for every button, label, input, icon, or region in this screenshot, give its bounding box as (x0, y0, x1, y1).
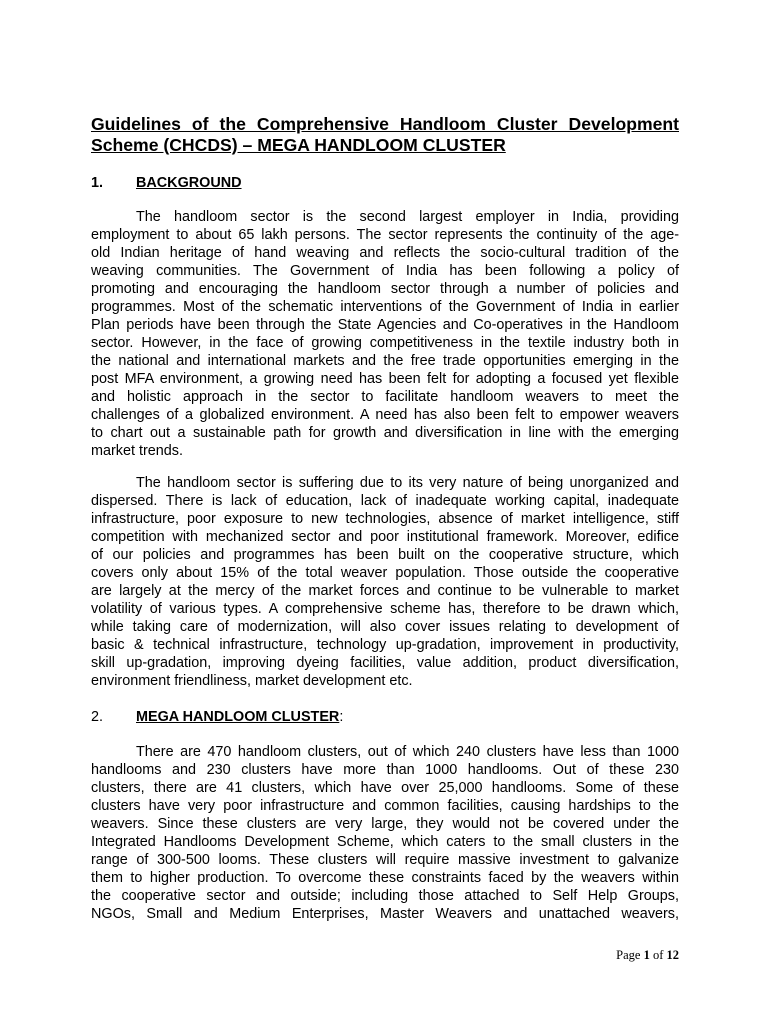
paragraph-line: programmes. Most of the schematic interventions of the Government of India in earlier (91, 299, 679, 315)
section-heading-background (91, 174, 242, 192)
paragraph-line: dispersed. There is lack of education, lack of inadequate working capital, inadequate (91, 493, 679, 509)
paragraph-line: weaving communities. The Government of India has been following a policy of (91, 263, 679, 279)
section-title-colon: : (339, 709, 344, 725)
paragraph-line: and holistic approach in the sector to facilitate handloom weavers to meet the (91, 389, 679, 405)
section-number: 2. (91, 709, 104, 725)
paragraph-line: while taking care of modernization, will also cover issues relating to development of (91, 619, 679, 635)
page-word: Page (616, 948, 641, 962)
paragraph-line: skill up-gradation, improving dyeing facilities, value addition, product diversification, (91, 655, 679, 671)
section-number: 1. (91, 175, 104, 191)
paragraph-line: clusters, there are 41 clusters, which have over 25,000 handlooms. Some of these (91, 780, 679, 796)
paragraph-line: Plan periods have been through the State Agencies and Co-operatives in the Handloom (91, 317, 679, 333)
paragraph-line: post MFA environment, a growing need has been felt for adopting a focused yet flexible (91, 371, 679, 387)
paragraph-line: of our policies and programmes has been built on the cooperative structure, which (91, 547, 679, 563)
paragraph-line: handlooms and 230 clusters have more than 1000 handlooms. Out of these 230 (91, 762, 679, 778)
paragraph-line: covers only about 15% of the total weaver population. Those outside the cooperative (91, 565, 679, 581)
paragraph-line: Integrated Handlooms Development Scheme, which caters to the small clusters in the (91, 834, 679, 850)
document-title: Guidelines of the Comprehensive Handloom Cluster Development Scheme (CHCDS) – MEGA HANDLOOM CLUSTER (91, 114, 679, 155)
paragraph-line: sector. However, in the face of growing competitiveness in the textile industry both in (91, 335, 679, 351)
paragraph-background-1 (91, 208, 679, 460)
total-pages: 12 (666, 948, 679, 962)
paragraph-line: competition with mechanized sector and poor institutional framework. Moreover, edifice (91, 529, 679, 545)
paragraph-background-2 (91, 474, 679, 690)
paragraph-line: infrastructure, poor exposure to new technologies, absence of market intelligence, stiff (91, 511, 679, 527)
section-title: BACKGROUND (136, 175, 242, 191)
paragraph-line: There are 470 handloom clusters, out of which 240 clusters have less than 1000 (136, 744, 679, 760)
paragraph-line: promoting and encouraging the handloom sector through a number of policies and (91, 281, 679, 297)
paragraph-line: market trends. (91, 443, 183, 459)
paragraph-line: range of 300-500 looms. These clusters will require massive investment to galvanize (91, 852, 679, 868)
section-heading-mega-cluster (91, 708, 343, 726)
paragraph-line: the cooperative sector and outside; including those attached to Self Help Groups, (91, 888, 679, 904)
paragraph-line: weavers. Since these clusters are very large, they would not be covered under the (91, 816, 679, 832)
paragraph-line: The handloom sector is suffering due to its very nature of being unorganized and (136, 475, 679, 491)
paragraph-line: basic & technical infrastructure, technology up-gradation, improvement in productivity, (91, 637, 679, 653)
paragraph-line: volatility of various types. A comprehensive scheme has, therefore to be drawn which, (91, 601, 679, 617)
section-title: MEGA HANDLOOM CLUSTER (136, 709, 340, 725)
paragraph-line: them to higher production. To overcome these constraints faced by the weavers within (91, 870, 679, 886)
paragraph-line: old Indian heritage of hand weaving and reflects the socio-cultural tradition of the (91, 245, 679, 261)
paragraph-line: challenges of a globalized environment. A need has also been felt to empower weavers (91, 407, 679, 423)
current-page: 1 (643, 948, 650, 962)
paragraph-mega-cluster-1 (91, 743, 679, 923)
of-word: of (652, 948, 664, 962)
page-number-footer (616, 948, 679, 963)
paragraph-line: are largely at the mercy of the market forces and continue to be vulnerable to market (91, 583, 679, 599)
paragraph-line: environment friendliness, market development etc. (91, 673, 413, 689)
paragraph-line: The handloom sector is the second largest employer in India, providing (136, 209, 679, 225)
paragraph-line: to chart out a sustainable path for growth and diversification in line with the emerging (91, 425, 679, 441)
paragraph-line: NGOs, Small and Medium Enterprises, Master Weavers and unattached weavers, (91, 906, 679, 922)
paragraph-line: the national and international markets and the free trade opportunities emerging in the (91, 353, 679, 369)
paragraph-line: employment to about 65 lakh persons. The sector represents the continuity of the age- (91, 227, 679, 243)
paragraph-line: clusters have very poor infrastructure and common facilities, causing hardships to the (91, 798, 679, 814)
